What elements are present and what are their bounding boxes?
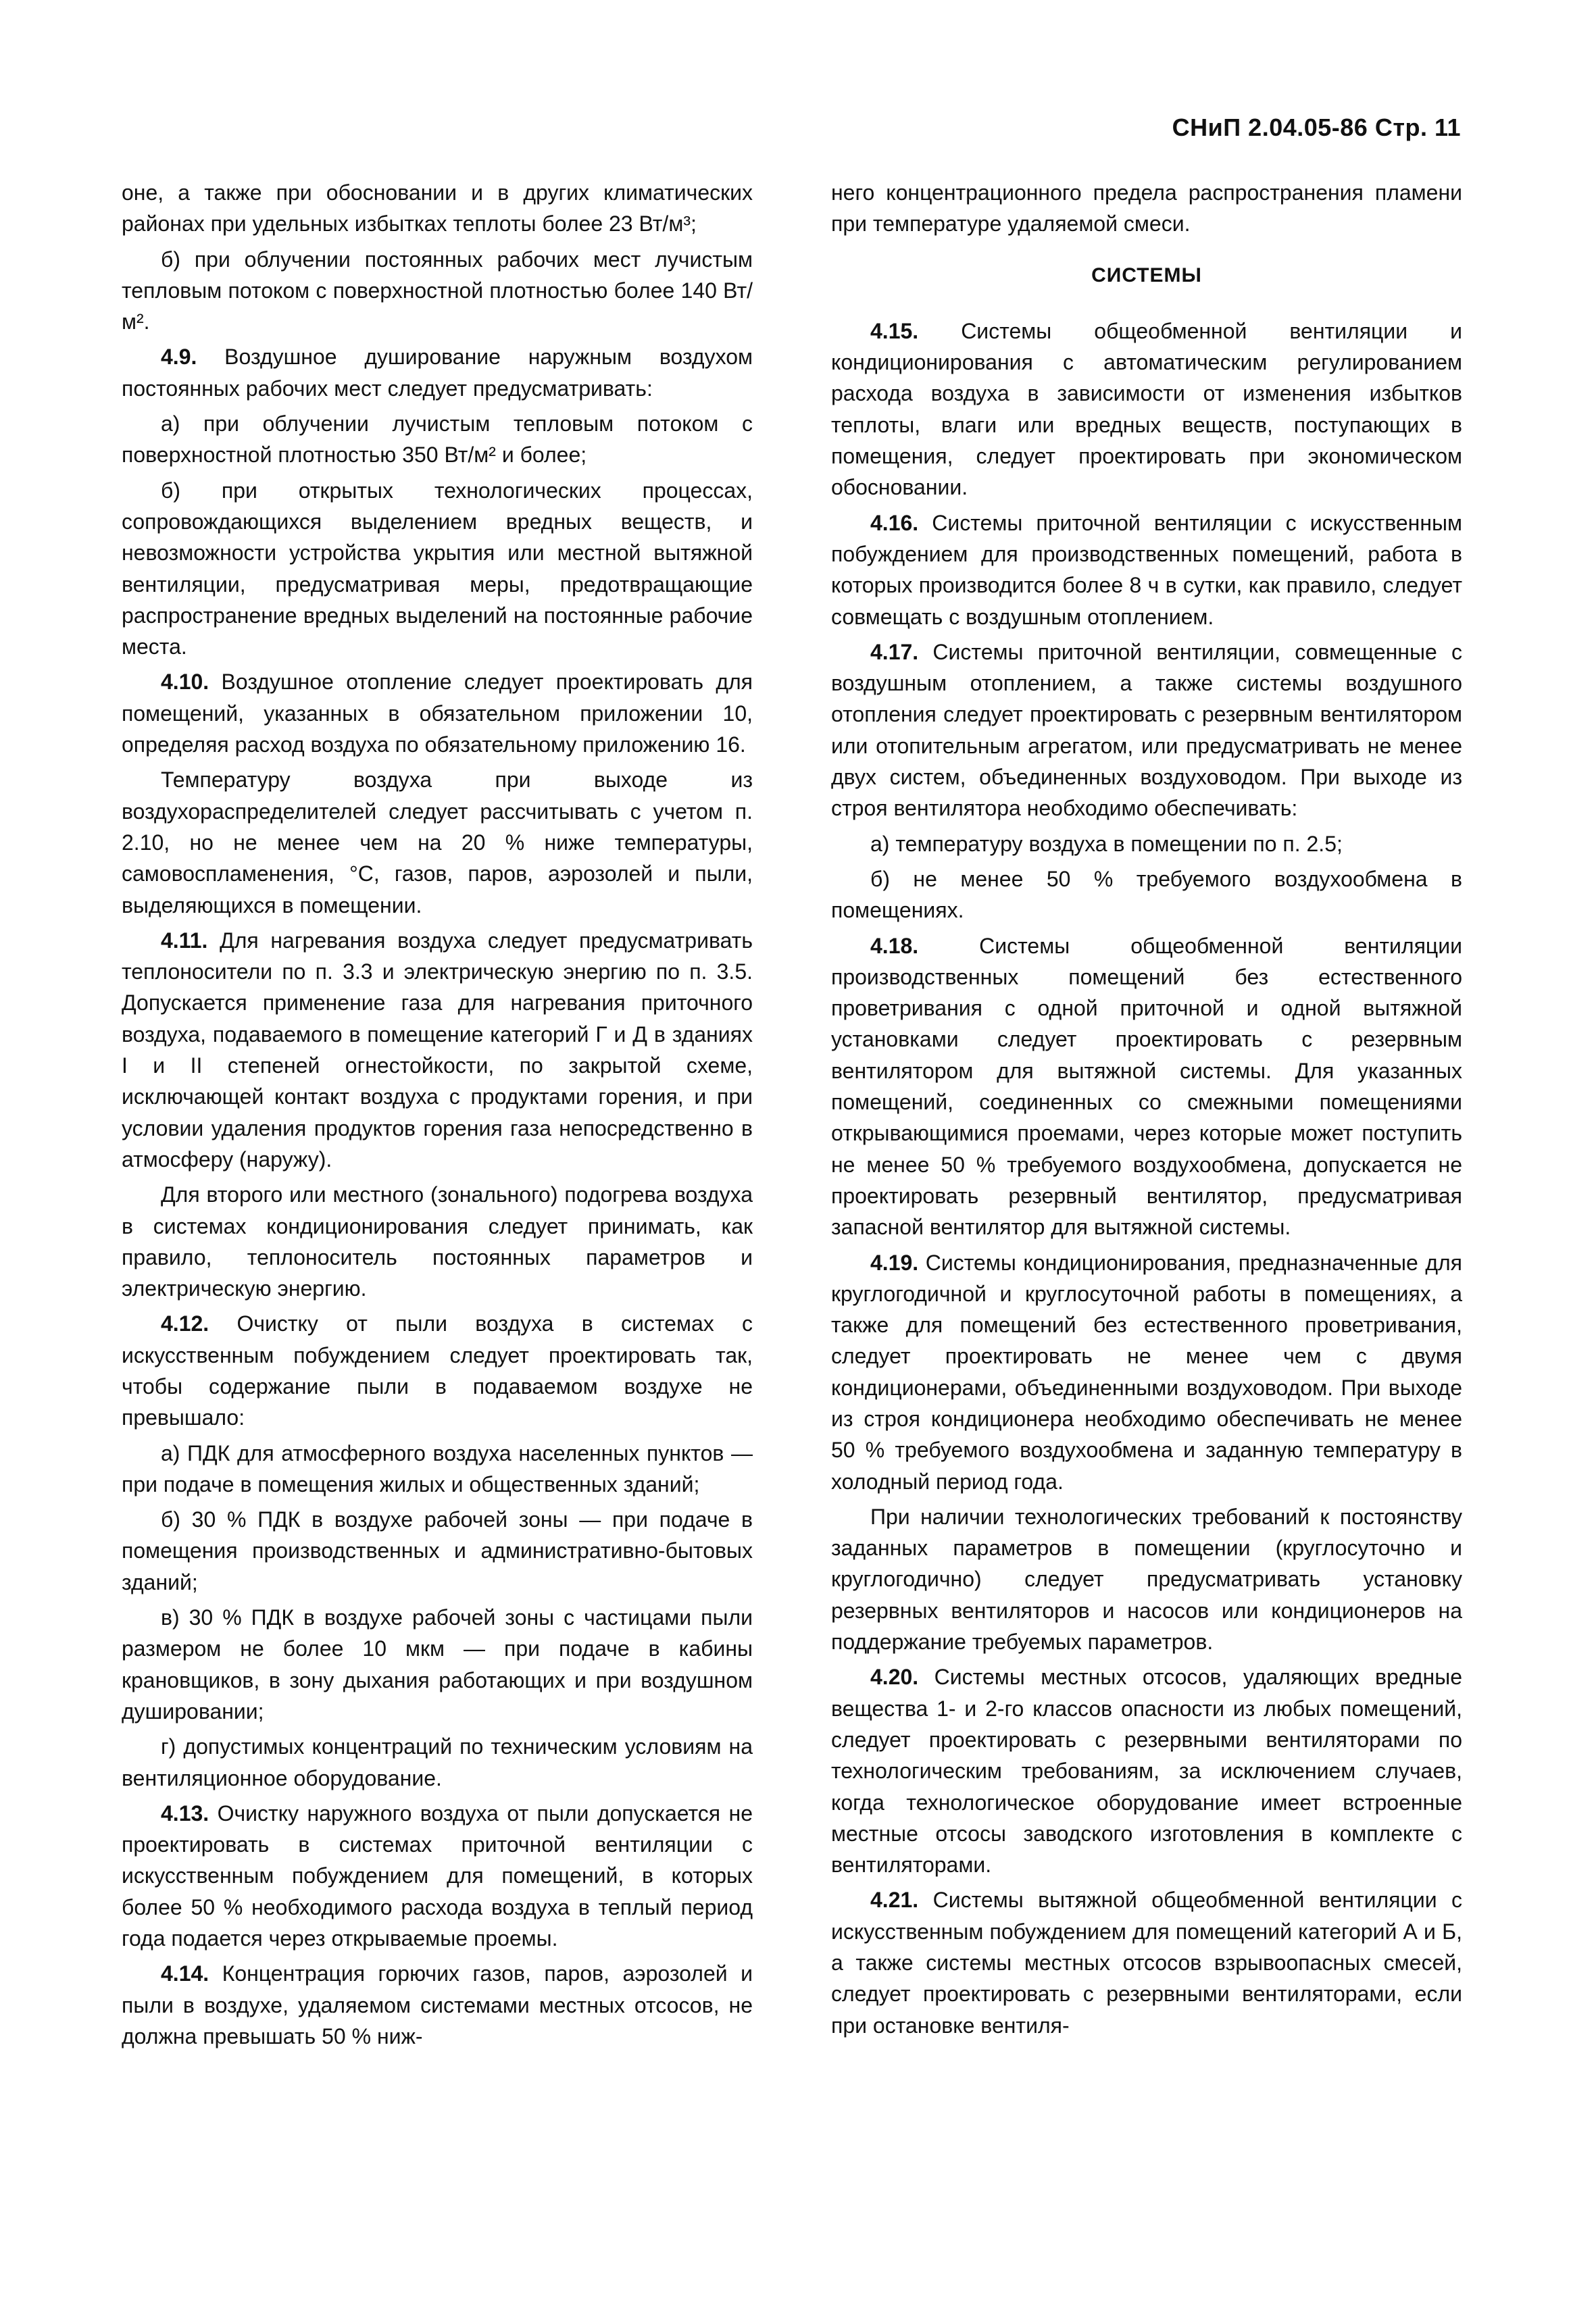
clause-number: 4.16. [870,510,919,535]
paragraph-text: а) температуру воздуха в помещении по п. 2.5; [870,831,1343,856]
clause-number: 4.18. [870,933,919,958]
clause-number: 4.13. [161,1801,209,1826]
paragraph-text: Системы местных отсосов, удаляющих вредные вещества 1- и 2-го классов опасности из любых помещений, следует проектировать с резервными вентиляторами по технологическим требованиям, за исключением случаев, когда технологическое оборудование имеет встроенные местные отсосы заводского изготовления в комплекте с вентиляторами. [831,1665,1463,1878]
paragraph-text: Для второго или местного (зонального) подогрева воздуха в системах кондиционирования следует принимать, как правило, теплоноситель постоянных параметров и электрическую энергию. [122,1182,753,1301]
paragraph-text: б) не менее 50 % требуемого воздухообмена в помещениях. [831,866,1462,923]
paragraph-text: Системы приточной вентиляции с искусственным побуждением для производственных помещений, работа в которых производится более 8 ч в сутки, как правило, следует совмещать с воздушным отоплением. [831,510,1462,629]
paragraph [122,408,753,471]
paragraph-text: Системы кондиционирования, предназначенные для круглогодичной и круглосуточной работы в помещениях, а также для помещений без естественного проветривания, следует проектировать не менее чем с двумя кондиционерами, объединенными воздуховодом. При выходе из строя кондиционера необходимо обеспечивать не менее 50 % требуемого воздухообмена и заданную температуру в холодный период года. [831,1250,1462,1494]
paragraph-text: Системы приточной вентиляции, совмещенные с воздушным отоплением, а также системы воздушного отопления следует проектировать с резервным вентилятором или отопительным агрегатом, или предусматривать не менее двух систем, объединенных воздуховодом. При выходе из строя вентилятора необходимо обеспечивать: [831,639,1463,821]
paragraph-text: Концентрация горючих газов, паров, аэрозолей и пыли в воздухе, удаляемом системами местных отсосов, не должна превышать 50 % ниж- [122,1961,753,2048]
clause-number: 4.19. [870,1250,919,1275]
paragraph [831,1501,1462,1657]
clause-number: 4.12. [161,1311,209,1336]
numbered-paragraph [122,341,753,404]
paragraph [122,177,753,240]
paragraph-text: Системы общеобменной вентиляции и кондиционирования с автоматическим регулированием расхода воздуха в зависимости от изменения избытков теплоты, влаги или вредных веществ, поступающих в помещения, следует проектировать при экономическом обосновании. [831,318,1463,500]
paragraph-text: б) при открытых технологических процессах, сопровождающихся выделением вредных веществ, и невозможности устройства укрытия или местной вытяжной вентиляции, предусматривая меры, предотвращающие распространение вредных выделений на постоянные рабочие места. [122,478,753,659]
paragraph-text: а) при облучении лучистым тепловым потоком с поверхностной плотностью 350 Вт/м² и более; [122,411,753,468]
paragraph [122,244,753,338]
paragraph [831,863,1462,926]
paragraph [831,177,1462,240]
clause-number: 4.15. [870,318,919,343]
clause-number: 4.17. [870,639,919,664]
section-title: СИСТЕМЫ [1091,263,1202,286]
numbered-paragraph [831,930,1462,1243]
clause-number: 4.11. [161,928,208,953]
clause-number: 4.14. [161,1961,209,1986]
paragraph-text: При наличии технологических требований к постоянству заданных параметров в помещении (круглосуточно и круглогодично) следует предусматривать установку резервных вентиляторов и насосов или кондиционеров на поддержание требуемых параметров. [831,1504,1462,1655]
numbered-paragraph [122,925,753,1175]
numbered-paragraph [831,636,1462,824]
clause-number: 4.21. [870,1888,919,1913]
paragraph [122,1179,753,1304]
left-column [122,177,753,2056]
numbered-paragraph [831,1661,1462,1880]
clause-number: 4.9. [161,345,197,370]
paragraph [122,475,753,663]
numbered-paragraph [122,1308,753,1433]
numbered-paragraph [122,1958,753,2052]
paragraph [122,1438,753,1501]
paragraph-text: Температуру воздуха при выходе из воздухораспределителей следует рассчитывать с учетом п. 2.10, но не менее чем на 20 % ниже температуры, самовоспламенения, °С, газов, паров, аэрозолей и пыли, выделяющихся в помещении. [122,768,753,917]
paragraph-text: г) допустимых концентраций по техническим условиям на вентиляционное оборудование. [122,1734,753,1790]
paragraph-text: Воздушное отопление следует проектировать для помещений, указанных в обязательном приложении 10, определяя расход воздуха по обязательному приложению 16. [122,670,753,757]
clause-number: 4.10. [161,670,209,695]
numbered-paragraph [831,1884,1462,2040]
paragraph-text: Очистку наружного воздуха от пыли допускается не проектировать в системах приточной вентиляции с искусственным побуждением для помещений, в которых более 50 % необходимого расхода воздуха в теплый период года подается через открываемые проемы. [122,1801,753,1951]
page-header: СНиП 2.04.05-86 Стр. 11 [1172,114,1461,141]
paragraph-text: Воздушное душирование наружным воздухом постоянных рабочих мест следует предусматривать: [122,345,753,401]
paragraph-text: Системы общеобменной вентиляции производственных помещений без естественного проветривания с одной приточной и одной вытяжной установками следует проектировать с резервным вентилятором для вытяжной системы. Для указанных помещений, соединенных со смежными помещениями открывающимися проемами, через которые может поступить не менее 50 % требуемого воздухообмена, допускается не проектировать резервный вентилятор, предусматривая запасной вентилятор для вытяжной системы. [831,933,1462,1240]
paragraph [122,1504,753,1598]
paragraph-text: б) при облучении постоянных рабочих мест лучистым тепловым потоком с поверхностной плотностью более 140 Вт/м². [122,247,753,334]
paragraph [831,828,1462,859]
paragraph-text: Для нагревания воздуха следует предусматривать теплоносители по п. 3.3 и электрическую энергию по п. 3.5. Допускается применение газа для нагревания приточного воздуха, подаваемого в помещение категорий Г и Д в зданиях I и II степеней огнестойкости, по закрытой схеме, исключающей контакт воздуха с продуктами горения, и при условии удаления продуктов горения газа непосредственно в атмосферу (наружу). [122,928,753,1172]
paragraph-text: Очистку от пыли воздуха в системах с искусственным побуждением следует проектировать так, чтобы содержание пыли в подаваемом воздухе не превышало: [122,1311,753,1430]
numbered-paragraph [122,666,753,760]
numbered-paragraph [831,1247,1462,1497]
clause-number: 4.20. [870,1665,919,1690]
numbered-paragraph [831,507,1462,632]
paragraph [122,1731,753,1794]
paragraph [122,764,753,920]
paragraph-text: в) 30 % ПДК в воздухе рабочей зоны с частицами пыли размером не более 10 мкм — при подаче в кабины крановщиков, в зону дыхания работающих и при воздушном душировании; [122,1605,753,1724]
numbered-paragraph [831,316,1462,503]
paragraph-text: а) ПДК для атмосферного воздуха населенных пунктов — при подаче в помещения жилых и общественных зданий; [122,1440,753,1496]
paragraph-text: оне, а также при обосновании и в других климатических районах при удельных избытках теплоты более 23 Вт/м³; [122,180,753,236]
numbered-paragraph [122,1798,753,1954]
paragraph-text: него концентрационного предела распространения пламени при температуре удаляемой смеси. [831,180,1462,236]
right-column [831,177,1462,2045]
paragraph-text: б) 30 % ПДК в воздухе рабочей зоны — при подаче в помещения производственных и административно-бытовых зданий; [122,1507,753,1594]
paragraph-text: Системы вытяжной общеобменной вентиляции с искусственным побуждением для помещений категорий А и Б, а также системы местных отсосов взрывоопасных смесей, следует проектировать с резервными вентиляторами, если при остановке вентиля- [831,1888,1463,2038]
paragraph [122,1602,753,1727]
